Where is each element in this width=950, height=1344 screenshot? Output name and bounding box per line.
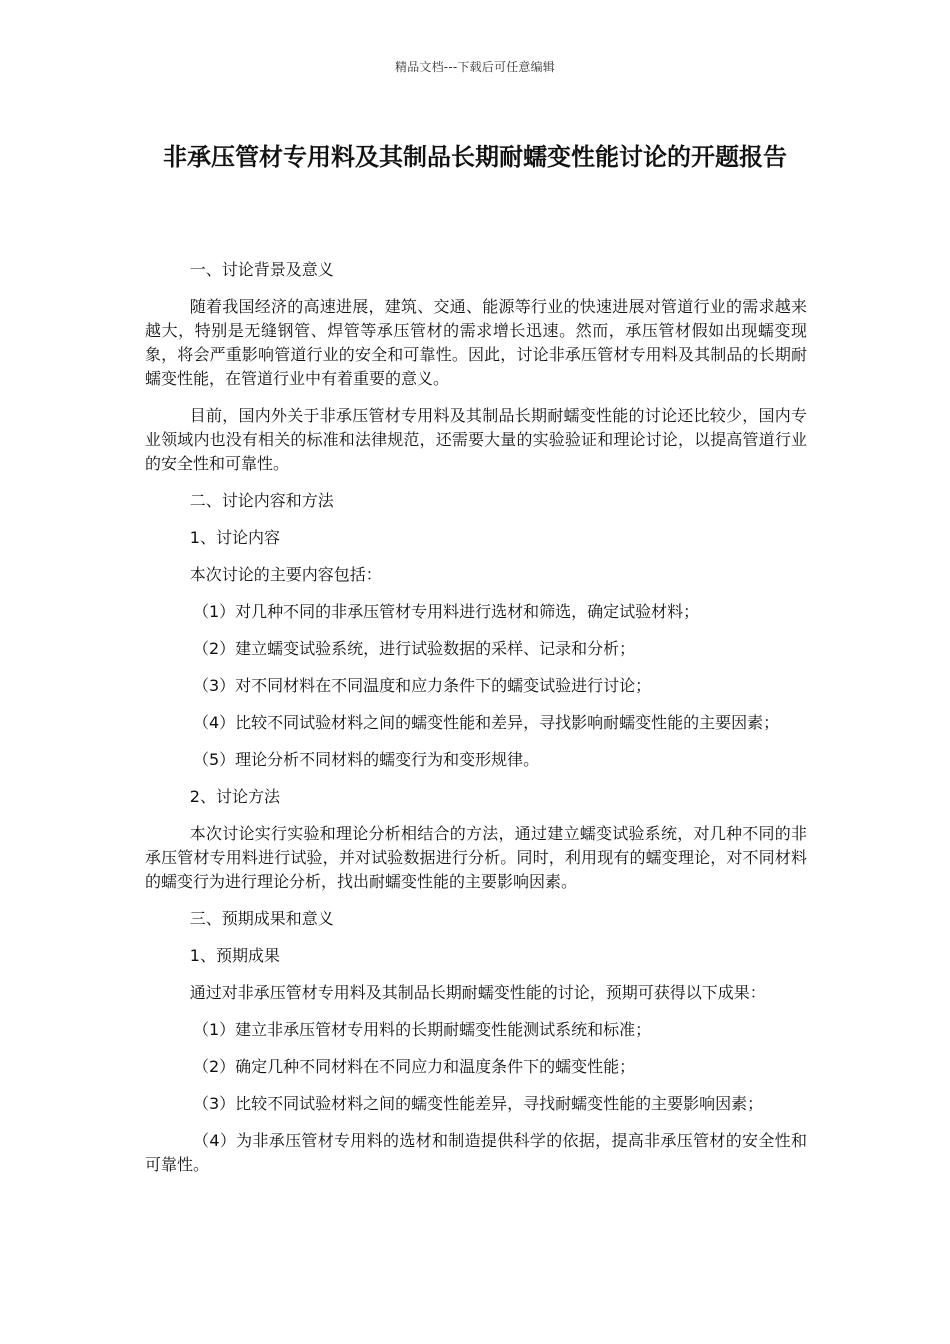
section-heading-background: 一、讨论背景及意义 — [189, 260, 334, 279]
outcomes-intro: 通过对非承压管材专用料及其制品长期耐蠕变性能的讨论，预期可获得以下成果： — [189, 983, 766, 1002]
header-note: 精品文档---下载后可任意编辑 — [395, 60, 555, 74]
page-title: 非承压管材专用料及其制品长期耐蠕变性能讨论的开题报告 — [163, 143, 787, 171]
list-item: （5）理论分析不同材料的蠕变行为和变形规律。 — [193, 750, 540, 769]
list-item: （4）为非承压管材专用料的选材和制造提供科学的依据，提高非承压管材的安全性和可靠性。 — [145, 1131, 807, 1174]
paragraph-background-2: 目前，国内外关于非承压管材专用料及其制品长期耐蠕变性能的讨论还比较少，国内专业领域内也没有相关的标准和法律规范，还需要大量的实验验证和理论讨论，以提高管道行业的安全性和可靠性。 — [145, 406, 807, 473]
content-intro: 本次讨论的主要内容包括： — [189, 565, 382, 584]
paragraph-method: 本次讨论实行实验和理论分析相结合的方法，通过建立蠕变试验系统，对几种不同的非承压管材专用料进行试验，并对试验数据进行分析。同时，利用现有的蠕变理论，对不同材料的蠕变行为进行理论分析，找出耐蠕变性能的主要影响因素。 — [145, 824, 807, 891]
list-item: （4）比较不同试验材料之间的蠕变性能和差异，寻找影响耐蠕变性能的主要因素； — [193, 713, 780, 732]
document-body — [145, 258, 807, 1190]
list-item: （2）确定几种不同材料在不同应力和温度条件下的蠕变性能； — [193, 1057, 636, 1076]
section-heading-content-method: 二、讨论内容和方法 — [189, 491, 334, 510]
list-item: （1）对几种不同的非承压管材专用料进行选材和筛选，确定试验材料； — [193, 602, 700, 621]
list-item: （3）比较不同试验材料之间的蠕变性能差异，寻找耐蠕变性能的主要影响因素； — [193, 1094, 764, 1113]
subheading-outcomes: 1、预期成果 — [189, 946, 280, 965]
subheading-content: 1、讨论内容 — [189, 528, 280, 547]
section-heading-outcomes: 三、预期成果和意义 — [189, 909, 334, 928]
list-item: （2）建立蠕变试验系统，进行试验数据的采样、记录和分析； — [193, 639, 636, 658]
paragraph-background-1: 随着我国经济的高速进展，建筑、交通、能源等行业的快速进展对管道行业的需求越来越大，特别是无缝钢管、焊管等承压管材的需求增长迅速。然而，承压管材假如出现蠕变现象，将会严重影响管道行业的安全和可靠性。因此，讨论非承压管材专用料及其制品的长期耐蠕变性能，在管道行业中有着重要的意义。 — [145, 297, 807, 388]
subheading-method: 2、讨论方法 — [189, 787, 280, 806]
list-item: （1）建立非承压管材专用料的长期耐蠕变性能测试系统和标准； — [193, 1020, 652, 1039]
list-item: （3）对不同材料在不同温度和应力条件下的蠕变试验进行讨论； — [193, 676, 652, 695]
